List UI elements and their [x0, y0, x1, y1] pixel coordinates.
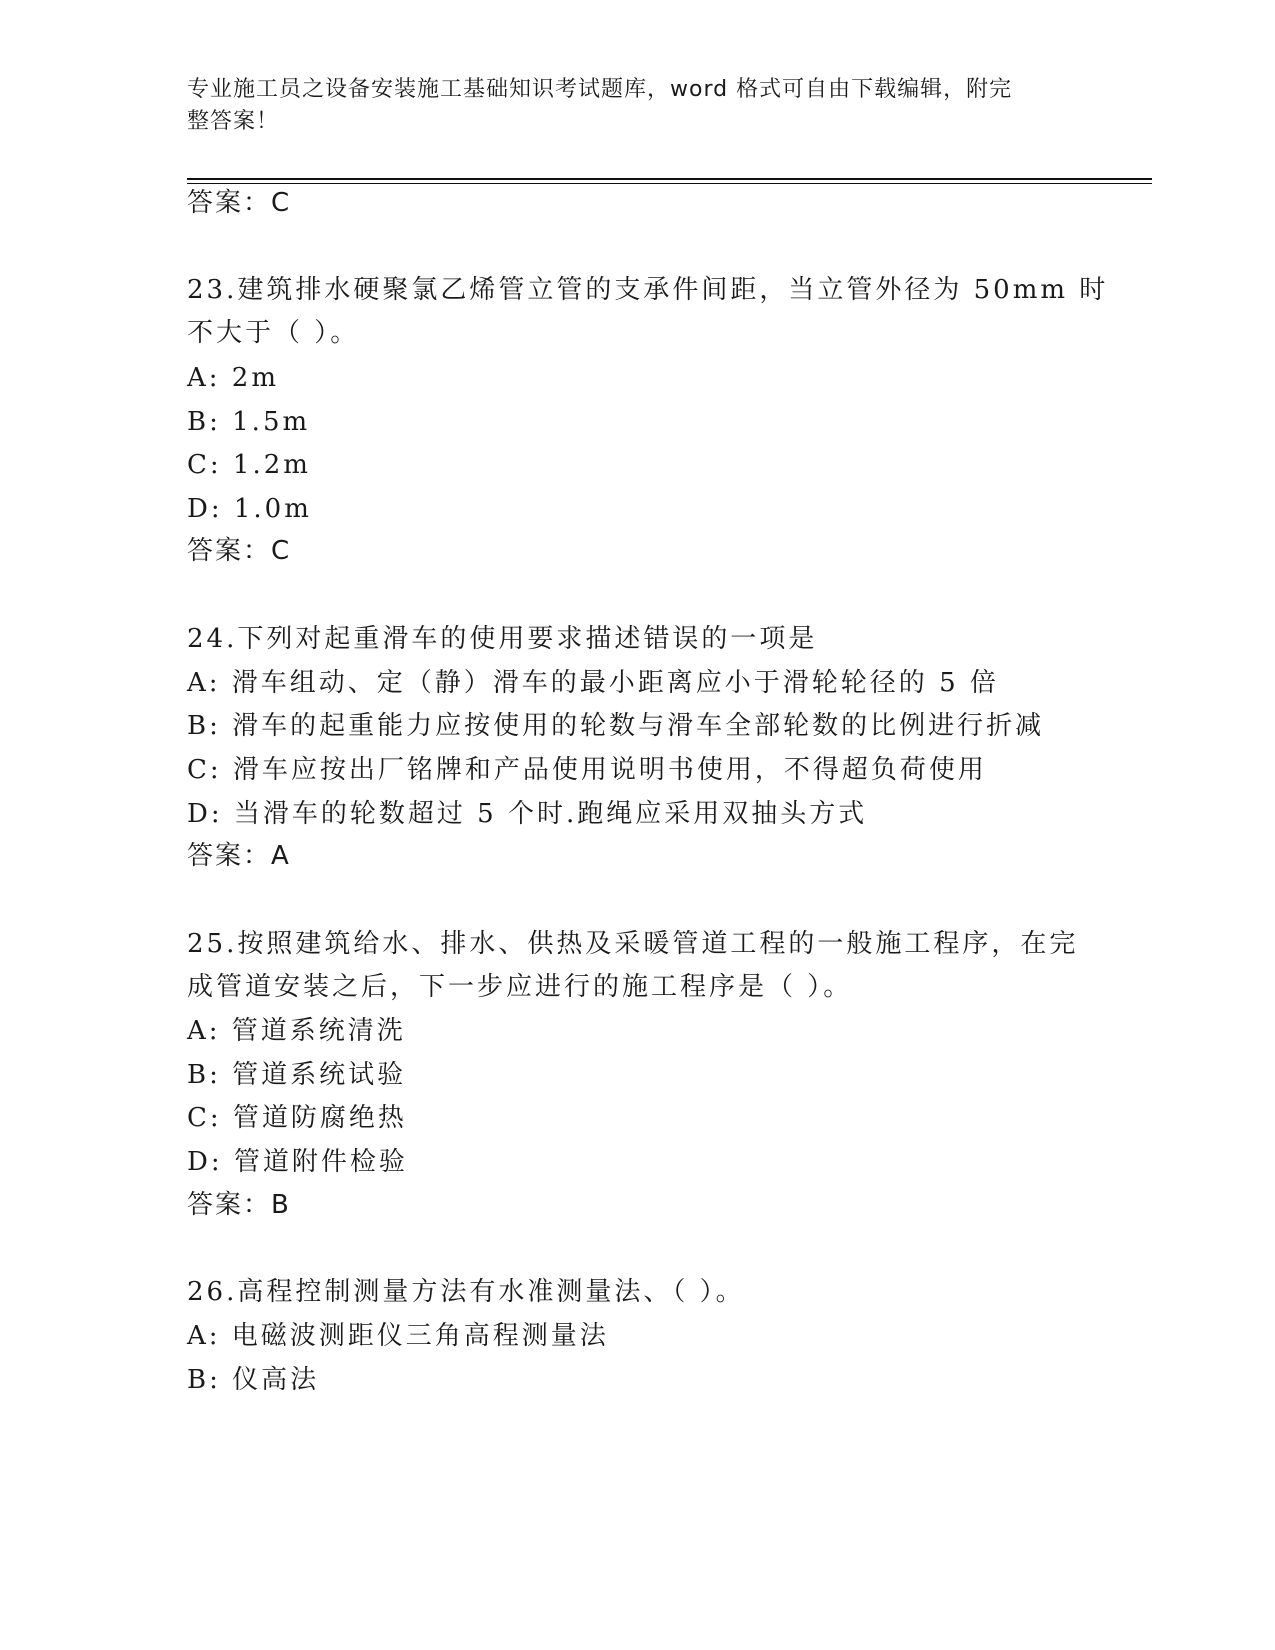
question-24-answer: 答案：A — [187, 841, 291, 871]
header-divider-thin — [187, 183, 1152, 184]
question-25-stem-2: 成管道安装之后，下一步应进行的施工程序是（ ）。 — [187, 972, 853, 1002]
question-26-stem-1: 26.高程控制测量方法有水准测量法、（ ）。 — [187, 1277, 745, 1307]
question-25-option-d: D: 管道附件检验 — [187, 1147, 408, 1177]
header-divider-thick — [187, 178, 1152, 180]
question-25-answer: 答案：B — [187, 1190, 291, 1220]
question-26-option-a: A: 电磁波测距仪三角高程测量法 — [187, 1321, 609, 1351]
question-24-option-b: B: 滑车的起重能力应按使用的轮数与滑车全部轮数的比例进行折减 — [187, 711, 1045, 741]
question-24-option-d: D: 当滑车的轮数超过 5 个时.跑绳应采用双抽头方式 — [187, 799, 868, 829]
question-24-option-a: A: 滑车组动、定（静）滑车的最小距离应小于滑轮轮径的 5 倍 — [187, 668, 999, 698]
question-23-option-b: B: 1.5m — [187, 407, 311, 437]
question-24-stem-1: 24.下列对起重滑车的使用要求描述错误的一项是 — [187, 624, 818, 654]
question-26-option-b: B: 仪高法 — [187, 1365, 320, 1395]
question-25-option-b: B: 管道系统试验 — [187, 1060, 407, 1090]
question-23-option-c: C: 1.2m — [187, 450, 311, 480]
document-header — [187, 74, 1067, 138]
question-23-stem-2: 不大于（ ）。 — [187, 318, 360, 348]
question-23-answer: 答案：C — [187, 536, 292, 566]
question-25-option-c: C: 管道防腐绝热 — [187, 1103, 407, 1133]
answer-prev: 答案：C — [187, 188, 292, 218]
header-line-2: 整答案！ — [187, 109, 280, 134]
question-25-option-a: A: 管道系统清洗 — [187, 1016, 406, 1046]
question-24-option-c: C: 滑车应按出厂铭牌和产品使用说明书使用，不得超负荷使用 — [187, 755, 987, 785]
question-23-stem-1: 23.建筑排水硬聚氯乙烯管立管的支承件间距，当立管外径为 50mm 时 — [187, 275, 1109, 305]
question-23-option-a: A: 2m — [187, 363, 279, 393]
header-line-1: 专业施工员之设备安装施工基础知识考试题库，word 格式可自由下载编辑，附完 — [187, 77, 1013, 102]
question-25-stem-1: 25.按照建筑给水、排水、供热及采暖管道工程的一般施工程序，在完 — [187, 929, 1079, 959]
question-23-option-d: D: 1.0m — [187, 494, 312, 524]
